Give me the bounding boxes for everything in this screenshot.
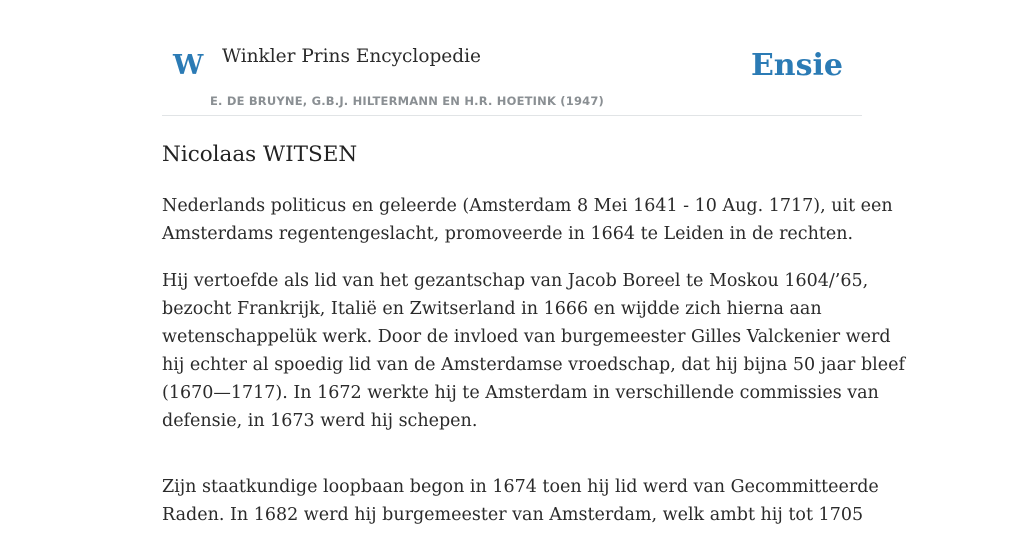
site-header	[162, 40, 862, 116]
paragraph-line: Amsterdams regentengeslacht, promoveerde in 1664 te Leiden in de rechten.	[162, 224, 854, 244]
paragraph-2	[162, 267, 905, 435]
paragraph-line: wetenschappelük werk. Door de invloed van burgemeester Gilles Valckenier werd	[162, 327, 891, 347]
paragraph-3	[162, 473, 879, 529]
paragraph-line: Zijn staatkundige loopbaan begon in 1674 toen hij lid werd van Gecommitteerde	[162, 477, 879, 497]
brand-logo[interactable]: Ensie	[750, 48, 843, 83]
book-title[interactable]: Winkler Prins Encyclopedie	[222, 46, 481, 67]
article	[162, 140, 905, 548]
paragraph-line: hij echter al spoedig lid van de Amsterdamse vroedschap, dat hij bijna 50 jaar bleef	[162, 355, 905, 375]
paragraph-spacer	[162, 454, 862, 473]
article-title: Nicolaas WITSEN	[162, 142, 358, 167]
paragraph-line: bezocht Frankrijk, Italië en Zwitserland in 1666 en wijdde zich hierna aan	[162, 299, 822, 319]
paragraph-line: Hij vertoefde als lid van het gezantschap van Jacob Boreel te Moskou 1604/’65,	[162, 271, 869, 291]
paragraph-line: defensie, in 1673 werd hij schepen.	[162, 411, 478, 431]
paragraph-line: Nederlands politicus en geleerde (Amsterdam 8 Mei 1641 - 10 Aug. 1717), uit een	[162, 196, 893, 216]
paragraph-1	[162, 192, 893, 248]
paragraph-line: Raden. In 1682 werd hij burgemeester van Amsterdam, welk ambt hij tot 1705	[162, 505, 864, 525]
book-authors: E. DE BRUYNE, G.B.J. HILTERMANN EN H.R. HOETINK (1947)	[210, 94, 605, 108]
paragraph-line: (1670—1717). In 1672 werkte hij te Amsterdam in verschillende commissies van	[162, 383, 879, 403]
book-logo[interactable]: W	[173, 50, 204, 81]
